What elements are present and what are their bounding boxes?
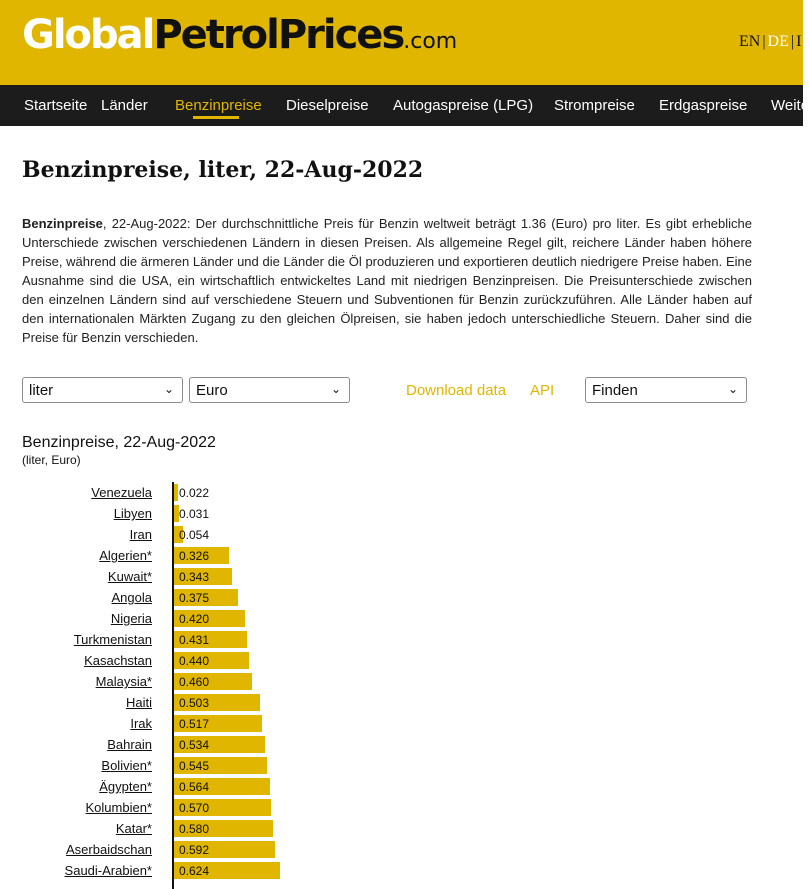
country-link[interactable]: Katar* [115,821,152,836]
nav-dieselpreise[interactable]: Dieselpreise [286,97,369,114]
unit-select-value: liter [29,382,54,399]
intro-lead: Benzinpreise [22,216,103,231]
chart-row [0,818,803,839]
chart-row [0,629,803,650]
price-value-label: 0.031 [179,507,210,521]
country-link[interactable]: Ägypten* [99,779,152,794]
price-value-label: 0.592 [179,843,210,857]
unit-select[interactable] [22,377,183,403]
chart-row [0,713,803,734]
nav-autogaspreise[interactable]: Autogaspreise (LPG) [393,97,534,114]
price-value-label: 0.440 [179,654,210,668]
intro-text: , 22-Aug-2022: Der durchschnittliche Preis für Benzin weltweit beträgt 1.36 (Euro) pro liter. Es gibt erhebliche Unterschiede zwischen verschiedenen Ländern in diesen Preisen. Als allgemeine Regel gilt, reichere Länder haben höhere Preise, während die ärmeren Länder und die Länder die Öl produzieren und exportieren deutlich niedrigere Preise haben. Eine Ausnahme sind die USA, ein wirtschaftlich entwickeltes Land mit niedrigen Benzinpreisen. Die Preisunterschiede zwischen den einzelnen Ländern sind auf verschiedene Steuern und Subventionen für Benzin zurückzuführen. Alle Länder haben auf den internationalen Märkten Zugang zu den gleichen Ölpreisen, sie haben jedoch unterschiedliche Steuern. Daher sind die Preise für Benzin verschieden. [22,216,752,345]
country-link[interactable]: Iran [129,527,152,542]
language-switcher [739,33,801,51]
logo-part-global: Global [22,12,154,58]
price-value-label: 0.624 [179,864,210,878]
country-link[interactable]: Irak [130,716,152,731]
currency-select[interactable] [189,377,350,403]
chart-row [0,755,803,776]
price-value-label: 0.022 [179,486,210,500]
country-link[interactable]: Aserbaidschan [66,842,152,857]
chart-row [0,839,803,860]
chart-row [0,608,803,629]
price-value-label: 0.326 [179,549,210,563]
logo-part-petrolprices: PetrolPrices [153,12,404,58]
chart-row [0,797,803,818]
chart-row [0,524,803,545]
lang-separator: | [790,33,795,50]
chart-row [0,650,803,671]
country-link[interactable]: Saudi-Arabien* [64,863,152,878]
chart-row [0,482,803,503]
price-value-label: 0.343 [179,570,210,584]
download-data-link[interactable]: Download data [406,382,507,399]
price-value-label: 0.460 [179,675,210,689]
country-link[interactable]: Angola [111,590,152,605]
api-link[interactable]: API [530,382,555,399]
price-value-label: 0.054 [179,528,210,542]
country-link[interactable]: Libyen [113,506,152,521]
page-title: Benzinpreise, liter, 22-Aug-2022 [22,157,424,183]
main-nav [0,85,809,126]
chevron-down-icon: ⌄ [330,382,341,396]
chart-row [0,692,803,713]
price-value-label: 0.534 [179,738,210,752]
nav-startseite[interactable]: Startseite [24,97,88,114]
chart-row [0,860,803,881]
chart-title: Benzinpreise, 22-Aug-2022 [22,434,216,451]
lang-separator: | [762,33,766,50]
lang-de[interactable]: DE [767,33,789,50]
chart-row [0,587,803,608]
country-link[interactable]: Algerien* [99,548,152,563]
chart-subtitle: (liter, Euro) [22,453,81,467]
price-value-label: 0.564 [179,780,210,794]
chart-row [0,545,803,566]
chart-row [0,776,803,797]
lang-next[interactable]: I [796,33,802,50]
intro-paragraph [22,214,752,347]
nav-laender[interactable]: Länder [101,97,148,114]
currency-select-value: Euro [196,382,228,399]
price-value-label: 0.420 [179,612,210,626]
chevron-down-icon: ⌄ [727,382,738,396]
header-bar [0,0,803,85]
country-link[interactable]: Kolumbien* [85,800,152,815]
price-bar [174,484,178,501]
find-select[interactable] [585,377,747,403]
price-value-label: 0.431 [179,633,210,647]
nav-benzinpreise[interactable]: Benzinpreise [175,97,262,114]
country-link[interactable]: Bolivien* [101,758,152,773]
find-select-value: Finden [592,382,638,399]
country-link[interactable]: Kasachstan [84,653,152,668]
country-link[interactable]: Malaysia* [95,674,152,689]
nav-active-indicator [193,116,239,119]
chart-row [0,503,803,524]
logo-domain: .com [403,29,458,54]
country-link[interactable]: Bahrain [107,737,152,752]
country-link[interactable]: Nigeria [110,611,152,626]
site-logo[interactable] [22,10,457,67]
lang-en[interactable]: EN [739,33,761,50]
nav-strompreise[interactable]: Strompreise [554,97,635,114]
country-link[interactable]: Venezuela [91,485,152,500]
country-link[interactable]: Turkmenistan [73,632,152,647]
nav-erdgaspreise[interactable]: Erdgaspreise [659,97,748,114]
price-value-label: 0.580 [179,822,210,836]
chart-row [0,566,803,587]
chevron-down-icon: ⌄ [163,382,174,396]
price-value-label: 0.517 [179,717,210,731]
price-value-label: 0.503 [179,696,210,710]
country-link[interactable]: Kuwait* [107,569,152,584]
nav-weitere[interactable]: Weite [771,97,809,114]
chart-row [0,734,803,755]
chart-row [0,671,803,692]
price-value-label: 0.570 [179,801,210,815]
country-link[interactable]: Haiti [125,695,152,710]
price-value-label: 0.545 [179,759,210,773]
price-bar-chart [0,482,803,889]
price-value-label: 0.375 [179,591,210,605]
